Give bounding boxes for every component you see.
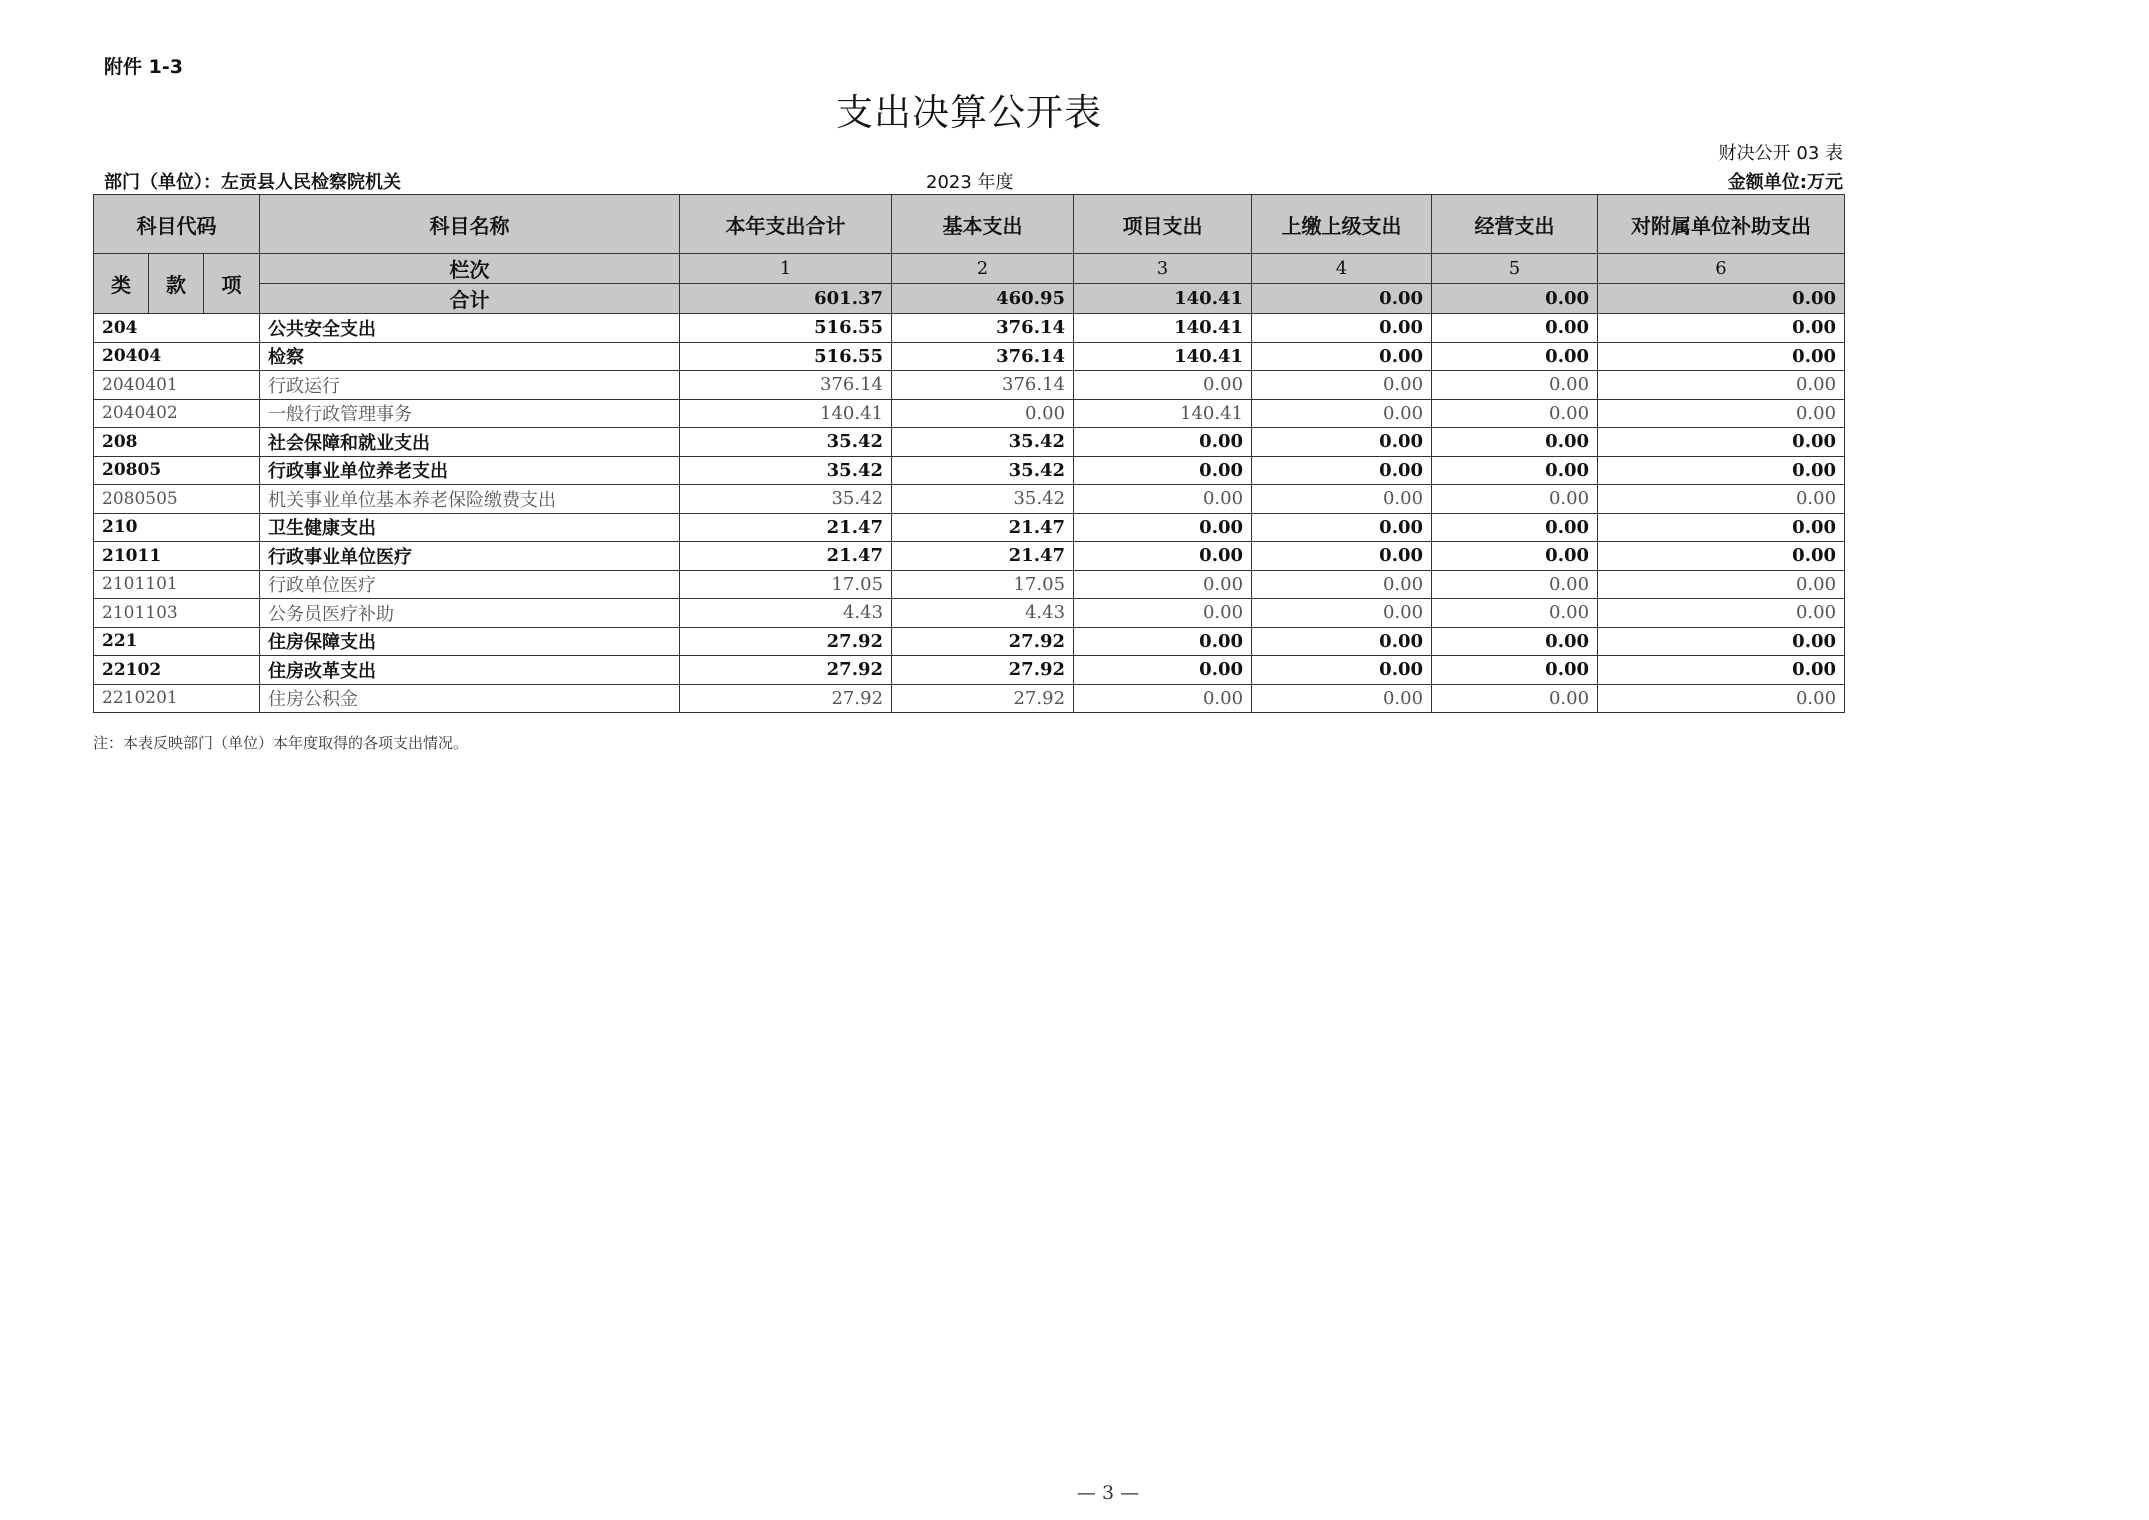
row-value: 0.00 bbox=[1074, 428, 1252, 457]
form-code: 财决公开 03 表 bbox=[1718, 143, 1843, 164]
row-value: 0.00 bbox=[1598, 456, 1845, 485]
row-value: 0.00 bbox=[1598, 684, 1845, 713]
row-code: 20805 bbox=[94, 456, 260, 485]
row-name: 检察 bbox=[260, 342, 680, 371]
row-value: 0.00 bbox=[1598, 656, 1845, 685]
row-value: 140.41 bbox=[680, 399, 892, 428]
row-value: 516.55 bbox=[680, 342, 892, 371]
row-value: 27.92 bbox=[680, 627, 892, 656]
fiscal-year: 2023 年度 bbox=[926, 172, 1014, 193]
row-name: 行政事业单位医疗 bbox=[260, 542, 680, 571]
row-value: 0.00 bbox=[1598, 428, 1845, 457]
total-value: 0.00 bbox=[1252, 284, 1432, 314]
row-value: 0.00 bbox=[1432, 456, 1598, 485]
row-name: 住房保障支出 bbox=[260, 627, 680, 656]
table-note: 注：本表反映部门（单位）本年度取得的各项支出情况。 bbox=[93, 734, 469, 752]
header-column-order: 栏次 bbox=[260, 254, 680, 284]
row-value: 0.00 bbox=[1598, 599, 1845, 628]
row-value: 0.00 bbox=[1252, 513, 1432, 542]
page-number: — 3 — bbox=[1076, 1482, 1140, 1504]
row-value: 35.42 bbox=[892, 428, 1074, 457]
row-value: 0.00 bbox=[1432, 684, 1598, 713]
row-value: 0.00 bbox=[1252, 428, 1432, 457]
row-code: 221 bbox=[94, 627, 260, 656]
col-num: 6 bbox=[1598, 254, 1845, 284]
row-value: 376.14 bbox=[892, 371, 1074, 400]
header-kuan: 款 bbox=[149, 254, 204, 314]
header-upper: 上缴上级支出 bbox=[1252, 195, 1432, 254]
row-value: 17.05 bbox=[892, 570, 1074, 599]
row-value: 0.00 bbox=[1598, 371, 1845, 400]
row-code: 208 bbox=[94, 428, 260, 457]
row-code: 2040401 bbox=[94, 371, 260, 400]
total-row bbox=[94, 284, 1845, 314]
row-value: 0.00 bbox=[1252, 599, 1432, 628]
row-value: 0.00 bbox=[1432, 627, 1598, 656]
row-value: 0.00 bbox=[1074, 542, 1252, 571]
row-value: 376.14 bbox=[892, 314, 1074, 343]
row-value: 0.00 bbox=[1074, 485, 1252, 514]
row-value: 140.41 bbox=[1074, 342, 1252, 371]
row-value: 0.00 bbox=[1432, 570, 1598, 599]
row-value: 0.00 bbox=[892, 399, 1074, 428]
row-value: 0.00 bbox=[1074, 456, 1252, 485]
row-value: 35.42 bbox=[680, 428, 892, 457]
row-code: 2101103 bbox=[94, 599, 260, 628]
row-value: 0.00 bbox=[1598, 314, 1845, 343]
expenditure-table bbox=[93, 194, 1845, 713]
row-value: 35.42 bbox=[680, 456, 892, 485]
row-value: 21.47 bbox=[892, 513, 1074, 542]
total-value: 0.00 bbox=[1598, 284, 1845, 314]
row-value: 0.00 bbox=[1252, 570, 1432, 599]
header-subject-code: 科目代码 bbox=[94, 195, 260, 254]
col-num: 5 bbox=[1432, 254, 1598, 284]
row-value: 140.41 bbox=[1074, 399, 1252, 428]
col-num: 1 bbox=[680, 254, 892, 284]
row-value: 0.00 bbox=[1598, 627, 1845, 656]
row-value: 0.00 bbox=[1252, 542, 1432, 571]
row-name: 卫生健康支出 bbox=[260, 513, 680, 542]
row-value: 0.00 bbox=[1074, 371, 1252, 400]
row-name: 行政运行 bbox=[260, 371, 680, 400]
row-code: 204 bbox=[94, 314, 260, 343]
row-value: 0.00 bbox=[1432, 314, 1598, 343]
row-value: 0.00 bbox=[1252, 314, 1432, 343]
row-value: 35.42 bbox=[892, 485, 1074, 514]
row-value: 35.42 bbox=[680, 485, 892, 514]
table-row bbox=[94, 542, 1845, 571]
header-lei: 类 bbox=[94, 254, 149, 314]
row-value: 140.41 bbox=[1074, 314, 1252, 343]
header-basic: 基本支出 bbox=[892, 195, 1074, 254]
row-code: 2210201 bbox=[94, 684, 260, 713]
col-num: 4 bbox=[1252, 254, 1432, 284]
row-value: 0.00 bbox=[1598, 342, 1845, 371]
header-operating: 经营支出 bbox=[1432, 195, 1598, 254]
row-value: 27.92 bbox=[892, 627, 1074, 656]
row-code: 2101101 bbox=[94, 570, 260, 599]
row-value: 0.00 bbox=[1598, 485, 1845, 514]
row-value: 0.00 bbox=[1252, 627, 1432, 656]
row-value: 0.00 bbox=[1432, 371, 1598, 400]
table-row bbox=[94, 485, 1845, 514]
row-value: 0.00 bbox=[1074, 513, 1252, 542]
row-value: 0.00 bbox=[1074, 684, 1252, 713]
header-project: 项目支出 bbox=[1074, 195, 1252, 254]
row-value: 0.00 bbox=[1432, 599, 1598, 628]
row-value: 0.00 bbox=[1252, 456, 1432, 485]
row-value: 4.43 bbox=[680, 599, 892, 628]
page-title: 支出决算公开表 bbox=[836, 91, 1102, 134]
table-row bbox=[94, 456, 1845, 485]
table-row bbox=[94, 428, 1845, 457]
row-name: 住房公积金 bbox=[260, 684, 680, 713]
total-value: 460.95 bbox=[892, 284, 1074, 314]
row-value: 516.55 bbox=[680, 314, 892, 343]
row-value: 27.92 bbox=[892, 656, 1074, 685]
row-value: 21.47 bbox=[892, 542, 1074, 571]
table-row bbox=[94, 314, 1845, 343]
header-total: 本年支出合计 bbox=[680, 195, 892, 254]
header-xiang: 项 bbox=[204, 254, 260, 314]
row-value: 27.92 bbox=[680, 684, 892, 713]
table-row bbox=[94, 570, 1845, 599]
col-num: 2 bbox=[892, 254, 1074, 284]
total-value: 601.37 bbox=[680, 284, 892, 314]
row-value: 21.47 bbox=[680, 542, 892, 571]
row-name: 社会保障和就业支出 bbox=[260, 428, 680, 457]
row-value: 376.14 bbox=[680, 371, 892, 400]
row-value: 376.14 bbox=[892, 342, 1074, 371]
row-value: 0.00 bbox=[1252, 684, 1432, 713]
row-value: 0.00 bbox=[1074, 599, 1252, 628]
row-value: 0.00 bbox=[1432, 399, 1598, 428]
table-row bbox=[94, 627, 1845, 656]
row-name: 公共安全支出 bbox=[260, 314, 680, 343]
row-name: 公务员医疗补助 bbox=[260, 599, 680, 628]
table-row bbox=[94, 599, 1845, 628]
table-row bbox=[94, 513, 1845, 542]
row-value: 0.00 bbox=[1598, 513, 1845, 542]
row-code: 2040402 bbox=[94, 399, 260, 428]
row-value: 27.92 bbox=[680, 656, 892, 685]
col-num: 3 bbox=[1074, 254, 1252, 284]
row-code: 22102 bbox=[94, 656, 260, 685]
row-value: 0.00 bbox=[1598, 399, 1845, 428]
table-row bbox=[94, 399, 1845, 428]
row-name: 行政事业单位养老支出 bbox=[260, 456, 680, 485]
row-value: 0.00 bbox=[1432, 485, 1598, 514]
row-value: 0.00 bbox=[1432, 542, 1598, 571]
row-value: 0.00 bbox=[1432, 656, 1598, 685]
total-value: 0.00 bbox=[1432, 284, 1598, 314]
row-value: 0.00 bbox=[1252, 656, 1432, 685]
total-label: 合计 bbox=[260, 284, 680, 314]
row-value: 0.00 bbox=[1252, 399, 1432, 428]
row-name: 机关事业单位基本养老保险缴费支出 bbox=[260, 485, 680, 514]
row-code: 20404 bbox=[94, 342, 260, 371]
attachment-label: 附件 1-3 bbox=[104, 56, 183, 78]
row-value: 0.00 bbox=[1074, 656, 1252, 685]
row-value: 0.00 bbox=[1074, 570, 1252, 599]
table-row bbox=[94, 342, 1845, 371]
row-value: 0.00 bbox=[1432, 342, 1598, 371]
row-value: 17.05 bbox=[680, 570, 892, 599]
row-name: 一般行政管理事务 bbox=[260, 399, 680, 428]
total-value: 140.41 bbox=[1074, 284, 1252, 314]
header-subsidy: 对附属单位补助支出 bbox=[1598, 195, 1845, 254]
table-row bbox=[94, 371, 1845, 400]
row-value: 0.00 bbox=[1432, 513, 1598, 542]
row-name: 行政单位医疗 bbox=[260, 570, 680, 599]
row-code: 21011 bbox=[94, 542, 260, 571]
row-value: 0.00 bbox=[1432, 428, 1598, 457]
row-value: 21.47 bbox=[680, 513, 892, 542]
table-row bbox=[94, 684, 1845, 713]
row-name: 住房改革支出 bbox=[260, 656, 680, 685]
department-label: 部门（单位）：左贡县人民检察院机关 bbox=[104, 172, 401, 193]
row-code: 210 bbox=[94, 513, 260, 542]
row-value: 35.42 bbox=[892, 456, 1074, 485]
header-subject-name: 科目名称 bbox=[260, 195, 680, 254]
row-value: 27.92 bbox=[892, 684, 1074, 713]
row-value: 4.43 bbox=[892, 599, 1074, 628]
row-value: 0.00 bbox=[1252, 342, 1432, 371]
row-value: 0.00 bbox=[1074, 627, 1252, 656]
row-value: 0.00 bbox=[1252, 371, 1432, 400]
row-value: 0.00 bbox=[1252, 485, 1432, 514]
table-row bbox=[94, 656, 1845, 685]
row-value: 0.00 bbox=[1598, 570, 1845, 599]
amount-unit: 金额单位:万元 bbox=[1727, 172, 1843, 193]
row-value: 0.00 bbox=[1598, 542, 1845, 571]
row-code: 2080505 bbox=[94, 485, 260, 514]
